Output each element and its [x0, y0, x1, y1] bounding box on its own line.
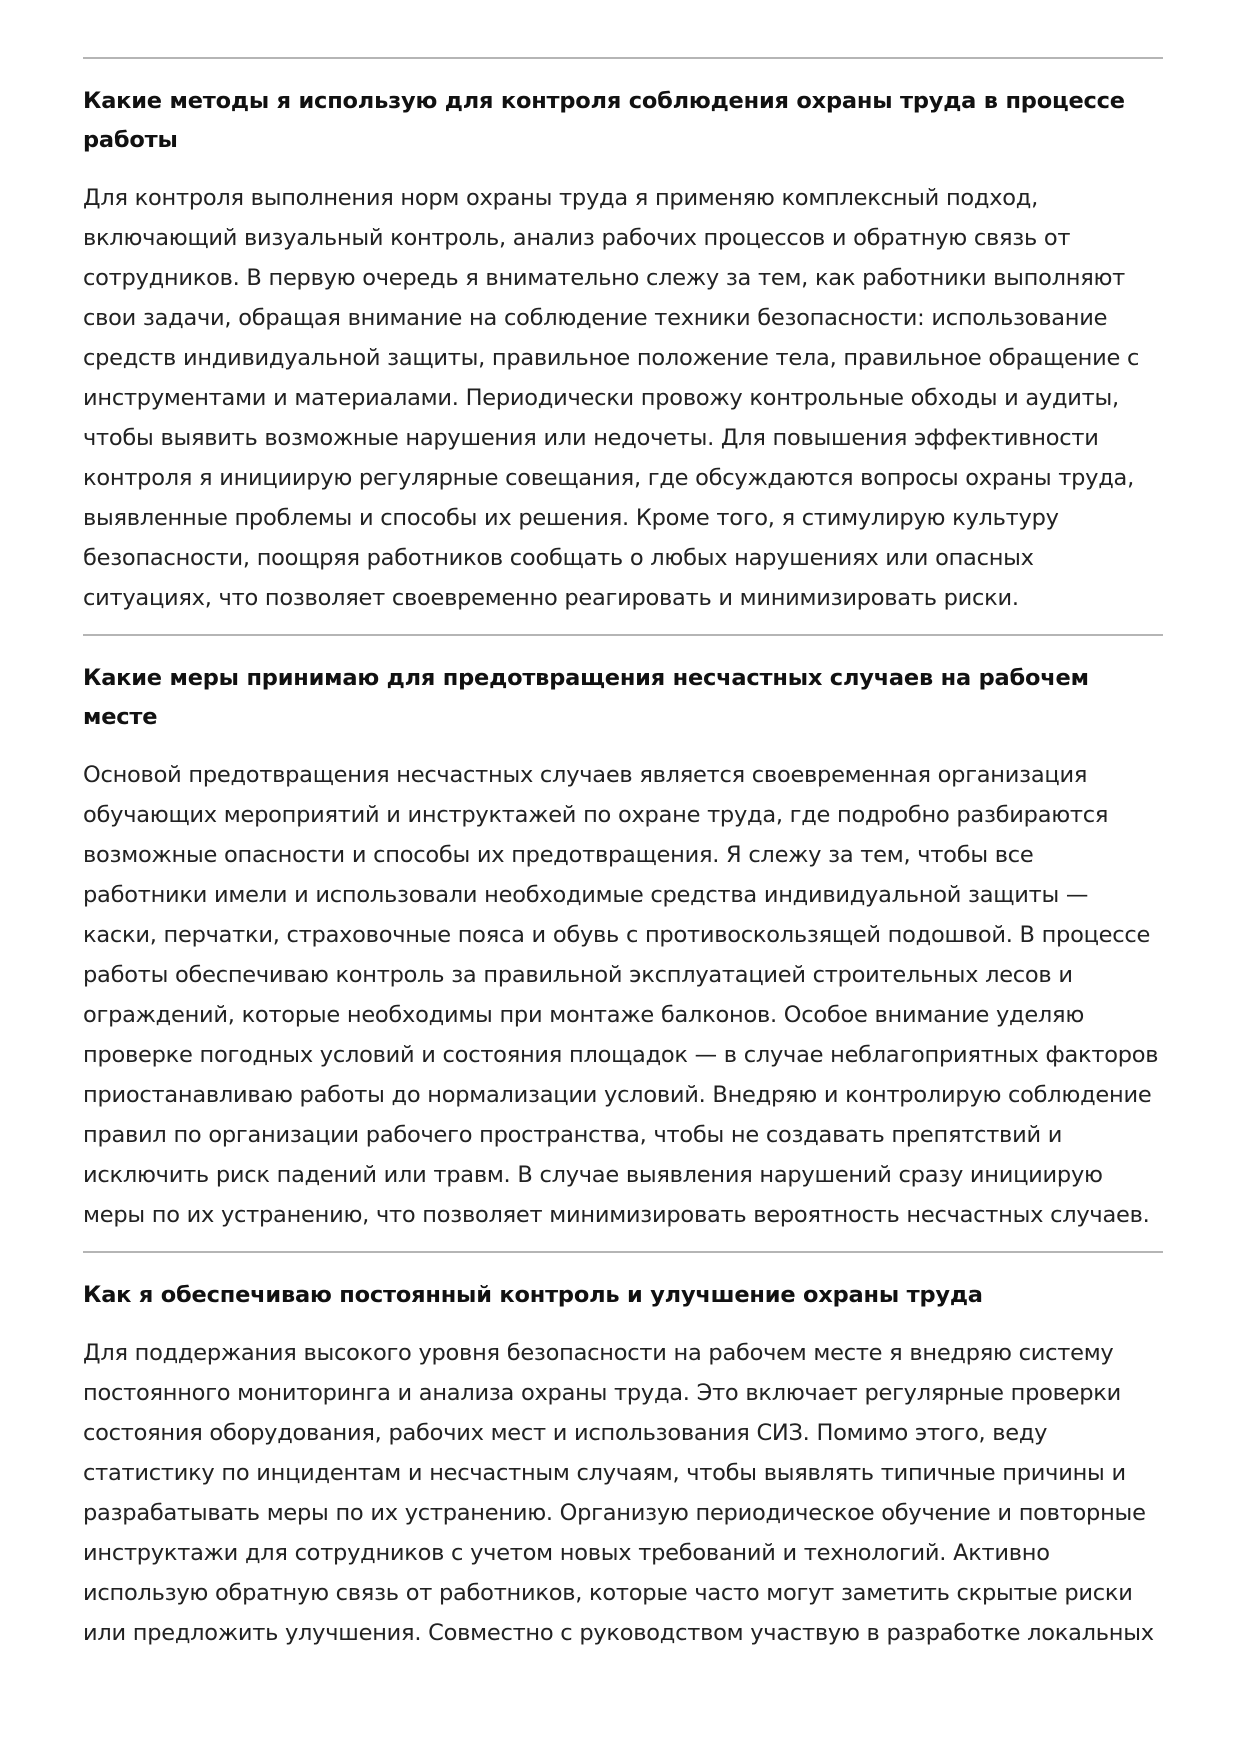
section-divider: [83, 634, 1163, 636]
section-title: Какие методы я использую для контроля соблюдения охраны труда в процессе работы: [83, 88, 1125, 153]
section-title: Как я обеспечиваю постоянный контроль и улучшение охраны труда: [83, 1282, 983, 1308]
section-title: Какие меры принимаю для предотвращения несчастных случаев на рабочем месте: [83, 665, 1089, 730]
section-divider: [83, 1251, 1163, 1253]
section-body: Основой предотвращения несчастных случаев является своевременная организация обучающих мероприятий и инструктажей по охране труда, где подробно разбираются возможные опасности и способы их предотвращения. Я слежу за тем, чтобы все работники имели и использовали необходимые средства индивидуальной защиты — каски, перчатки, страховочные пояса и обувь с противоскользящей подошвой. В процессе работы обеспечиваю контроль за правильной эксплуатацией строительных лесов и ограждений, которые необходимы при монтаже балконов. Особое внимание уделяю проверке погодных условий и состояния площадок — в случае неблагоприятных факторов приостанавливаю работы до нормализации условий. Внедряю и контролирую соблюдение правил по организации рабочего пространства, чтобы не создавать препятствий и исключить риск падений или травм. В случае выявления нарушений сразу инициирую меры по их устранению, что позволяет минимизировать вероятность несчастных случаев.: [83, 762, 1159, 1228]
section-control-methods: [83, 82, 1163, 634]
document-page: [83, 0, 1163, 1669]
section-accident-prevention: [83, 659, 1163, 1251]
section-continuous-improvement: [83, 1276, 1163, 1669]
section-body: Для поддержания высокого уровня безопасности на рабочем месте я внедряю систему постоянного мониторинга и анализа охраны труда. Это включает регулярные проверки состояния оборудования, рабочих мест и использования СИЗ. Помимо этого, веду статистику по инцидентам и несчастным случаям, чтобы выявлять типичные причины и разрабатывать меры по их устранению. Организую периодическое обучение и повторные инструктажи для сотрудников с учетом новых требований и технологий. Активно использую обратную связь от работников, которые часто могут заметить скрытые риски или предложить улучшения. Совместно с руководством участвую в разработке локальных: [83, 1340, 1154, 1646]
section-divider: [83, 57, 1163, 59]
section-body: Для контроля выполнения норм охраны труда я применяю комплексный подход, включающий визуальный контроль, анализ рабочих процессов и обратную связь от сотрудников. В первую очередь я внимательно слежу за тем, как работники выполняют свои задачи, обращая внимание на соблюдение техники безопасности: использование средств индивидуальной защиты, правильное положение тела, правильное обращение с инструментами и материалами. Периодически провожу контрольные обходы и аудиты, чтобы выявить возможные нарушения или недочеты. Для повышения эффективности контроля я инициирую регулярные совещания, где обсуждаются вопросы охраны труда, выявленные проблемы и способы их решения. Кроме того, я стимулирую культуру безопасности, поощряя работников сообщать о любых нарушениях или опасных ситуациях, что позволяет своевременно реагировать и минимизировать риски.: [83, 185, 1140, 611]
